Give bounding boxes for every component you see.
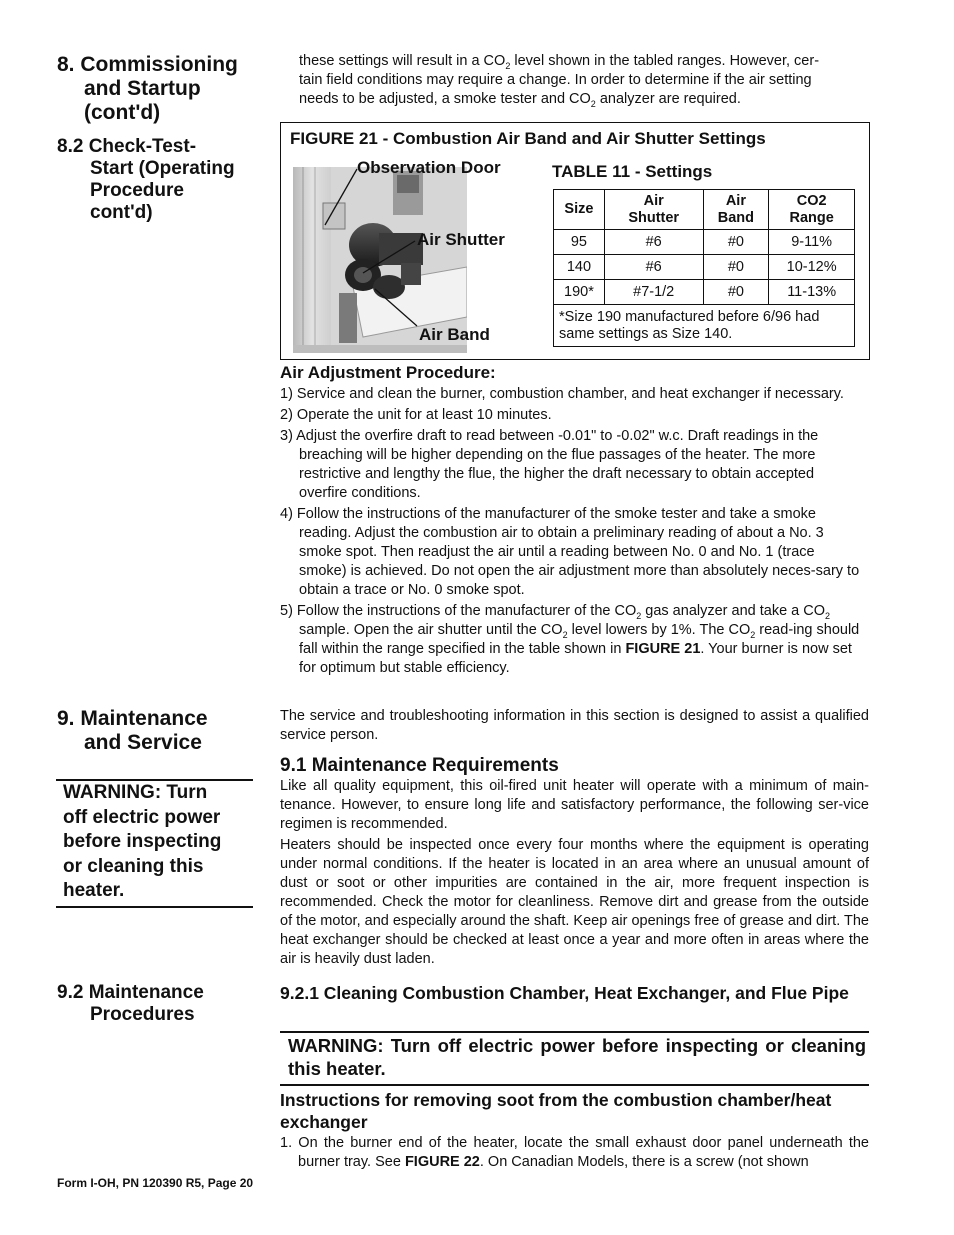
side-warning: WARNING: Turn off electric power before inspecting or cleaning this heater.	[63, 782, 222, 901]
header-size: Size	[554, 190, 605, 230]
cell: #6	[604, 230, 703, 255]
main-warning-rule-bottom	[280, 1084, 869, 1086]
section-9-title: 9. Maintenance and Service	[57, 707, 208, 754]
settings-table	[553, 189, 855, 347]
cleaning-heading: 9.2.1 Cleaning Combustion Chamber, Heat Exchanger, and Flue Pipe	[280, 983, 849, 1003]
header-air-shutter: Air Shutter	[604, 190, 703, 230]
soot-step-1: 1. On the burner end of the heater, locate the small exhaust door panel underneath the burner tray. See FIGURE 22. On Canadian Models, there is a screw (not shown	[280, 1135, 869, 1170]
cell: #7-1/2	[604, 280, 703, 305]
cell: #0	[703, 255, 769, 280]
main-warning-rule-top	[280, 1031, 869, 1033]
table-11-title: TABLE 11 - Settings	[552, 162, 713, 181]
soot-heading: Instructions for removing soot from the combustion chamber/heat exchanger	[280, 1090, 832, 1132]
cell: 11-13%	[769, 280, 855, 305]
intro-paragraph: these settings will result in a $CO_2$ level shown in the tabled ranges. However, cer- tain field conditions may require a change. In order to determine if the air setting needs to be adjusted, a smoke tester and $CO_2$ analyzer are required.	[299, 53, 820, 109]
table-row	[554, 255, 855, 280]
page-footer: Form I-OH, PN 120390 R5, Page 20	[57, 1176, 254, 1190]
figure-21-title: FIGURE 21 - Combustion Air Band and Air Shutter Settings	[290, 129, 766, 148]
maintenance-requirements-p2: Heaters should be inspected once every four months where the equipment is operating under normal conditions. If the heater is located in an area where an unusual amount of dust or soot or other impurities are contained in the air, more frequent inspection is recommended. Check the motor for cleanliness. Remove dirt and grease from the outside of the motor, and especially around the shaft. Keep air openings free of grease and dirt. The heat exchanger should be checked at least once a year and more often in areas where the air is heavily dust laden.	[280, 837, 869, 967]
cell: 10-12%	[769, 255, 855, 280]
table-row	[554, 230, 855, 255]
table-header-row	[554, 190, 855, 230]
header-air-band: Air Band	[703, 190, 769, 230]
step-2: 2) Operate the unit for at least 10 minutes.	[280, 407, 552, 423]
cell: #0	[703, 280, 769, 305]
cell: #6	[604, 255, 703, 280]
step-1: 1) Service and clean the burner, combustion chamber, and heat exchanger if necessary.	[280, 386, 844, 402]
step-4: 4) Follow the instructions of the manufacturer of the smoke tester and take a smoke reading. Adjust the combustion air to obtain a preliminary reading of about a No. 3 smoke spot. Then readjust the air until a reading between No. 0 and No. 1 (trace smoke) is achieved. Do not open the air adjustment more than absolutely neces-sary to obtain a trace or No. 0 smoke spot.	[280, 506, 860, 598]
figure-21-box	[280, 122, 870, 360]
section-9-2-title: 9.2 Maintenance Procedures	[57, 982, 204, 1025]
table-row	[554, 280, 855, 305]
table-footnote: *Size 190 manufactured before 6/96 had same settings as Size 140.	[554, 305, 855, 347]
maintenance-requirements-heading: 9.1 Maintenance Requirements	[280, 755, 559, 776]
main-warning: WARNING: Turn off electric power before inspecting or cleaning this heater.	[288, 1035, 866, 1079]
cell: 9-11%	[769, 230, 855, 255]
label-air-shutter: Air Shutter	[417, 230, 505, 249]
maintenance-intro: The service and troubleshooting information in this section is designed to assist a qualified service person.	[280, 708, 869, 743]
label-air-band: Air Band	[419, 325, 490, 344]
table-footnote-row	[554, 305, 855, 347]
section-8-title: 8. Commissioning and Startup (cont'd)	[57, 53, 238, 124]
cell: 95	[554, 230, 605, 255]
maintenance-requirements-p1: Like all quality equipment, this oil-fired unit heater will operate with a minimum of main-tenance. However, to ensure long life and satisfactory performance, the following ser-vice regimen is recommended.	[280, 778, 869, 832]
cell: 140	[554, 255, 605, 280]
side-warning-rule-bottom	[56, 906, 253, 908]
label-observation-door: Observation Door	[357, 158, 501, 177]
air-adjust-steps	[280, 385, 864, 680]
step-5: 5) Follow the instructions of the manufacturer of the $CO_2$ gas analyzer and take a $CO_2$ sample. Open the air shutter until the $CO_2$ level lowers by 1%. The $CO_2$ read-ing should fall within the range specified in the table shown in FIGURE 21. Your burner is now set for optimum but stable efficiency.	[280, 603, 860, 676]
section-8-2-title: 8.2 Check-Test- Start (Operating Procedure cont'd)	[57, 136, 235, 223]
step-3: 3) Adjust the overfire draft to read between -0.01" to -0.02" w.c. Draft readings in the breaching will be higher depending on the flue passages of the heater. The more restrictive and lengthy the flue, the higher the draft necessary to obtain accepted overfire conditions.	[280, 428, 819, 501]
cell: 190*	[554, 280, 605, 305]
air-adjust-heading: Air Adjustment Procedure:	[280, 363, 496, 382]
header-co2-range: CO2 Range	[769, 190, 855, 230]
cell: #0	[703, 230, 769, 255]
